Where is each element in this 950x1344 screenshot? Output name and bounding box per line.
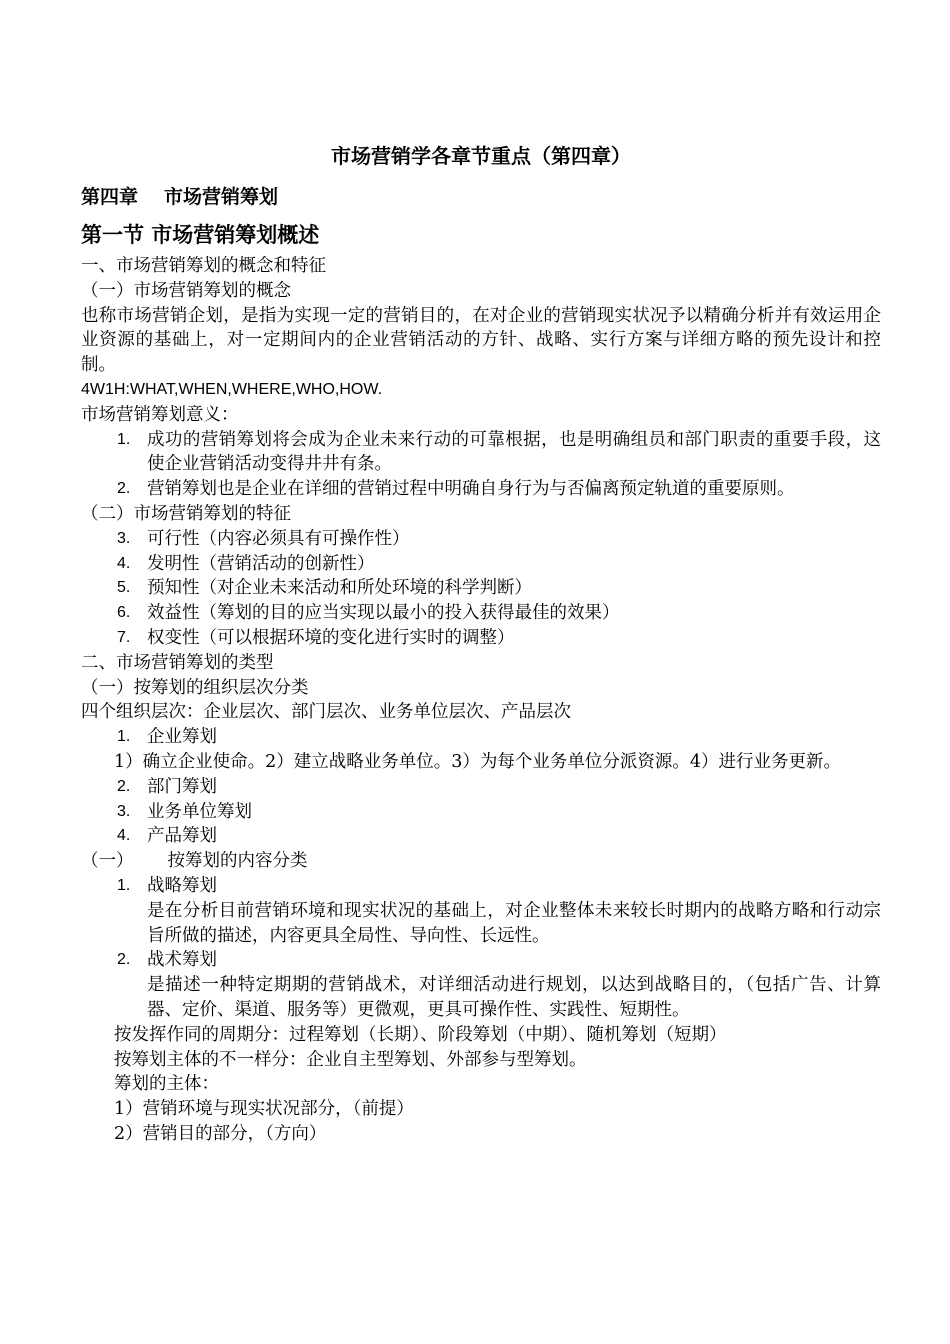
document-title: 市场营销学各章节重点（第四章） [331,144,631,168]
subheading-by-content: （一） 按筹划的内容分类 [81,851,308,872]
feature-item: 7. 权变性（可以根据环境的变化进行实时的调整） [81,626,881,651]
heading-types: 二、市场营销筹划的类型 [81,652,274,673]
level-item: 3. 业务单位筹划 [81,800,881,825]
feature-item: 3. 可行性（内容必须具有可操作性） [81,527,881,552]
content-item-desc: 是在分析目前营销环境和现实状况的基础上，对企业整体未来较长时期内的战略方略和行动宗旨所做的描述，内容更具全局性、导向性、长远性。 [147,900,881,946]
feature-item: 4. 发明性（营销活动的创新性） [81,552,881,577]
meaning-item: 2. 营销筹划也是企业在详细的营销过程中明确自身行为与否偏离预定轨道的重要原则。 [81,477,881,502]
document-page [81,140,881,1147]
by-subject-line: 按筹划主体的不一样分：企业自主型筹划、外部参与型筹划。 [114,1049,587,1070]
content-item: 1. 战略筹划 [81,874,881,899]
heading-concept-features: 一、市场营销筹划的概念和特征 [81,256,326,276]
item-number: 5. [117,579,131,597]
level-item: 1. 企业筹划 [81,725,881,750]
item-number: 3. [117,529,131,547]
content-item: 2. 战术筹划 [81,948,881,973]
meaning-item: 1. 成功的营销筹划将会成为企业未来行动的可靠根据，也是明确组员和部门职责的重要手段，这使企业营销活动变得井井有条。 [117,429,881,475]
section-heading: 第一节 市场营销筹划概述 [81,223,320,247]
content-item-desc: 是描述一种特定期期的营销战术，对详细活动进行规划，以达到战略目的，（包括广告、计算器、定价、渠道、服务等）更微观，更具可操作性、实践性、短期性。 [147,975,881,1020]
item-number: 3. [117,802,131,820]
chapter-name: 市场营销筹划 [164,186,279,208]
4w1h-line: 4W1H:WHAT,WHEN,WHERE,WHO,HOW. [81,380,383,398]
enterprise-steps: 1）确立企业使命。2）建立战略业务单位。3）为每个业务单位分派资源。4）进行业务更新。 [114,751,842,772]
meaning-label: 市场营销筹划意义： [81,404,239,425]
item-number: 4. [117,554,131,572]
level-item: 2. 部门筹划 [81,775,881,800]
subject-item: 1）营销环境与现实状况部分，（前提） [114,1099,414,1120]
chapter-heading [81,182,881,212]
item-number: 6. [117,604,131,622]
subheading-concept: （一）市场营销筹划的概念 [81,280,291,301]
by-period-line: 按发挥作同的周期分：过程筹划（长期）、阶段筹划（中期）、随机筹划（短期） [114,1024,727,1045]
item-number: 1. [117,430,131,448]
item-number: 2. [117,480,131,498]
feature-item: 6. 效益性（筹划的目的应当实现以最小的投入获得最佳的效果） [81,601,881,626]
item-number: 4. [117,827,131,845]
subject-label: 筹划的主体： [114,1074,219,1095]
item-number: 2. [117,951,131,969]
item-number: 1. [117,728,131,746]
levels-line: 四个组织层次：企业层次、部门层次、业务单位层次、产品层次 [81,702,571,723]
definition-paragraph: 也称市场营销企划，是指为实现一定的营销目的，在对企业的营销现实状况予以精确分析并有效运用企业资源的基础上，对一定期间内的企业营销活动的方针、战略、实行方案与详细方略的预先设计和控制。 [81,305,881,376]
item-number: 7. [117,628,131,646]
chapter-label: 第四章 [81,186,139,208]
level-item: 4. 产品筹划 [81,824,881,849]
subheading-by-level: （一）按筹划的组织层次分类 [81,677,309,698]
item-number: 1. [117,876,131,894]
item-number: 2. [117,777,131,795]
subheading-features: （二）市场营销筹划的特征 [81,503,291,524]
feature-item: 5. 预知性（对企业未来活动和所处环境的科学判断） [81,576,881,601]
subject-item: 2）营销目的部分，（方向） [114,1123,327,1144]
